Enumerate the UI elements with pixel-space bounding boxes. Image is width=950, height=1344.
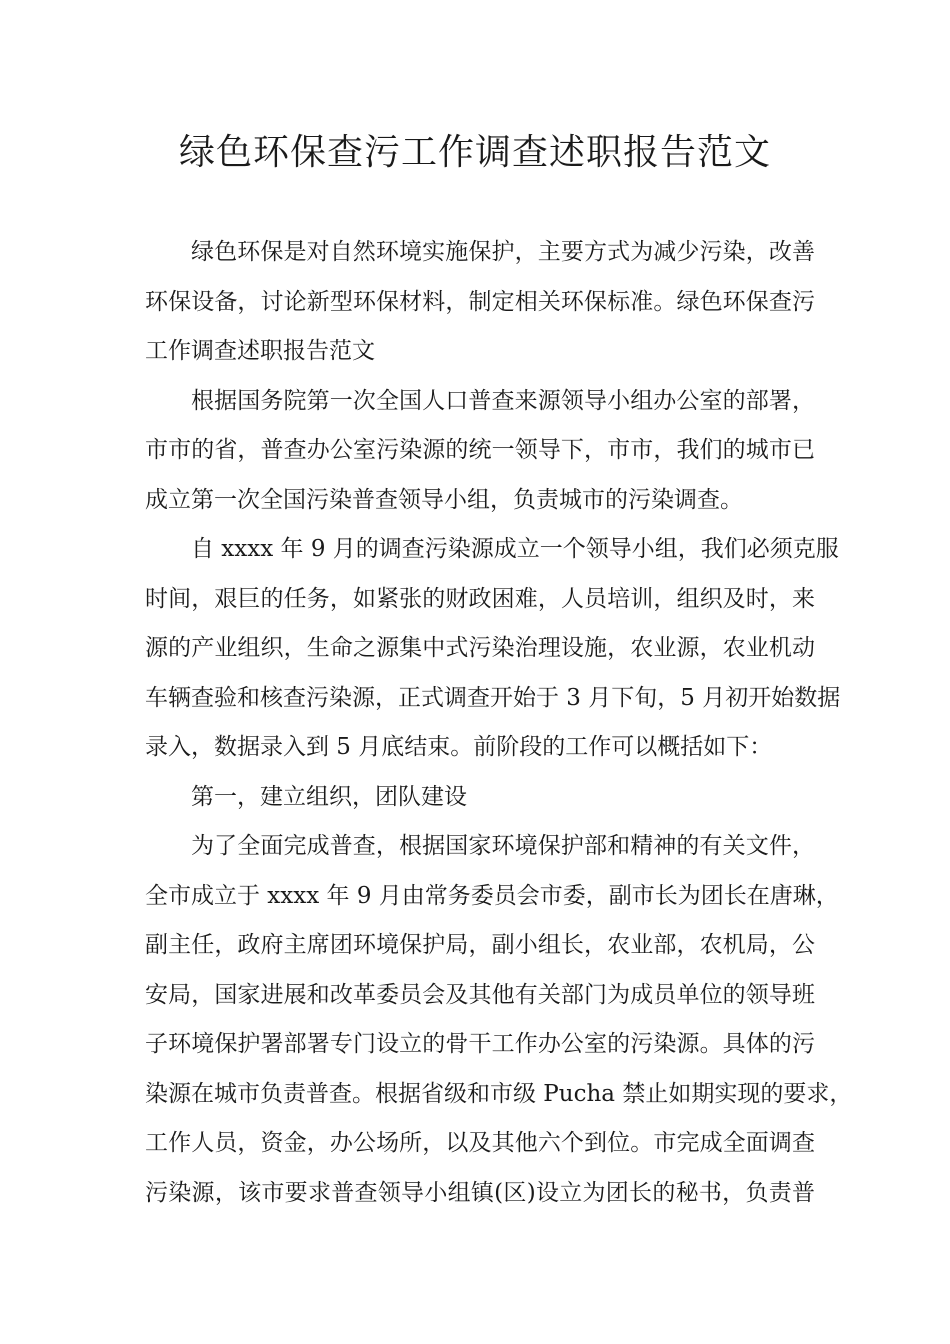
body-line: 染源在城市负责普查。根据省级和市级 Pucha 禁止如期实现的要求，: [145, 1080, 853, 1107]
body-line: 录入，数据录入到 5 月底结束。前阶段的工作可以概括如下：: [145, 734, 773, 760]
body-line: 污染源，该市要求普查领导小组镇(区)设立为团长的秘书，负责普: [145, 1179, 815, 1206]
body-line: 工作人员，资金，办公场所，以及其他六个到位。市完成全面调查: [145, 1130, 815, 1156]
body-line: 市市的省，普查办公室污染源的统一领导下，市市，我们的城市已: [145, 437, 815, 463]
body-line: 安局，国家进展和改革委员会及其他有关部门为成员单位的领导班: [145, 981, 815, 1008]
document-body: [145, 228, 853, 1218]
body-line: 根据国务院第一次全国人口普查来源领导小组办公室的部署，: [191, 387, 815, 414]
body-line: 绿色环保是对自然环境实施保护，主要方式为减少污染，改善: [191, 239, 815, 265]
body-line: 环保设备，讨论新型环保材料，制定相关环保标准。绿色环保查污: [145, 288, 815, 315]
body-line: 成立第一次全国污染普查领导小组，负责城市的污染调查。: [145, 486, 743, 513]
body-line: 第一，建立组织，团队建设: [191, 783, 467, 810]
body-line: 子环境保护署部署专门设立的骨干工作办公室的污染源。具体的污: [145, 1031, 815, 1057]
body-line: 工作调查述职报告范文: [145, 338, 375, 364]
body-line: 自 xxxx 年 9 月的调查污染源成立一个领导小组，我们必须克服: [191, 536, 839, 562]
body-line: 全市成立于 xxxx 年 9 月由常务委员会市委，副市长为团长在唐琳，: [145, 882, 839, 909]
body-line: 副主任，政府主席团环境保护局，副小组长，农业部，农机局，公: [145, 932, 815, 958]
body-line: 时间，艰巨的任务，如紧张的财政困难，人员培训，组织及时，来: [145, 585, 815, 612]
document-title: 绿色环保查污工作调查述职报告范文: [178, 132, 771, 173]
body-line: 为了全面完成普查，根据国家环境保护部和精神的有关文件，: [191, 833, 815, 859]
body-line: 车辆查验和核查污染源，正式调查开始于 3 月下旬，5 月初开始数据: [145, 684, 841, 711]
body-line: 源的产业组织，生命之源集中式污染治理设施，农业源，农业机动: [145, 635, 815, 661]
